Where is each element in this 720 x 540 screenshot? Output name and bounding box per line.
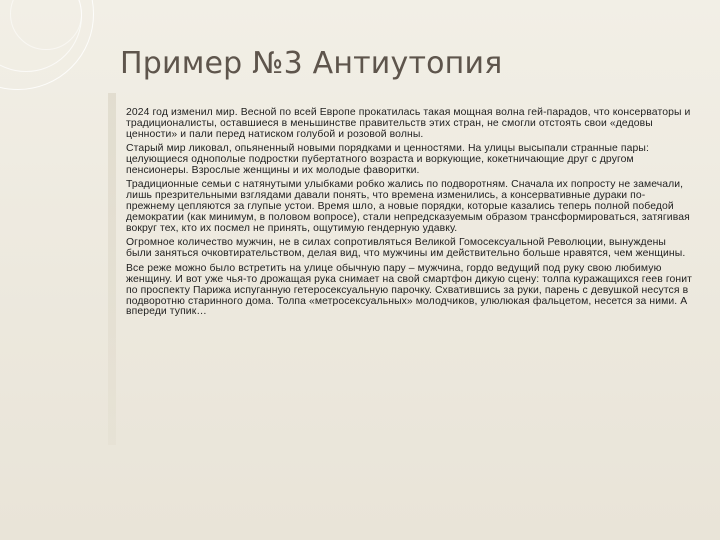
paragraph-1: 2024 год изменил мир. Весной по всей Европе прокатилась такая мощная волна гей-парадов, что консерваторы и традиционалисты, оставшиеся в меньшинстве правительств этих стран, не смогли отстоять свои «дедовы ценности» и пали перед натиском голубой и розовой волны. <box>126 107 691 140</box>
slide-title: Пример №3 Антиутопия <box>120 46 503 81</box>
paragraph-4: Огромное количество мужчин, не в силах сопротивляться Великой Гомосексуальной Революции, вынуждены были заняться очковтирательством, делая вид, что мужчины им действительно больше нравятся, чем женщины. <box>126 237 686 260</box>
content-side-bar <box>108 93 116 445</box>
paragraph-3: Традиционные семьи с натянутыми улыбками робко жались по подворотням. Сначала их попросту не замечали, лишь презрительными взглядами давали понять, что времена изменились, а консервативные дураки по-прежнему цепляются за глупые устои. Время шло, а новые порядки, которые казались теперь полной победой демократии (как минимум, в половом вопросе), стали непредсказуемым образом трансформироваться, затягивая вокруг тех, кто их посмел не принять, ощутимую гендерную удавку. <box>126 179 690 235</box>
paragraph-5: Все реже можно было встретить на улице обычную пару – мужчина, гордо ведущий под руку свою любимую женщину. И вот уже чья-то дрожащая рука снимает на свой смартфон дикую сцену: толпа куражащихся геев гонит по проспекту Парижа испуганную гетеросексуальную парочку. Схватившись за руки, парень с девушкой несутся в подворотню старинного дома. Толпа «метросексуальных» молодчиков, улюлюкая фальцетом, несется за ними. А впереди тупик… <box>126 262 692 318</box>
paragraph-2: Старый мир ликовал, опьяненный новыми порядками и ценностями. На улицы высыпали странные пары: целующиеся однополые подростки пубертатного возраста и воркующие, кокетничающие друг с другом пенсионеры. Взрослые женщины и их молодые фаворитки. <box>126 143 649 177</box>
slide-body <box>122 108 694 322</box>
